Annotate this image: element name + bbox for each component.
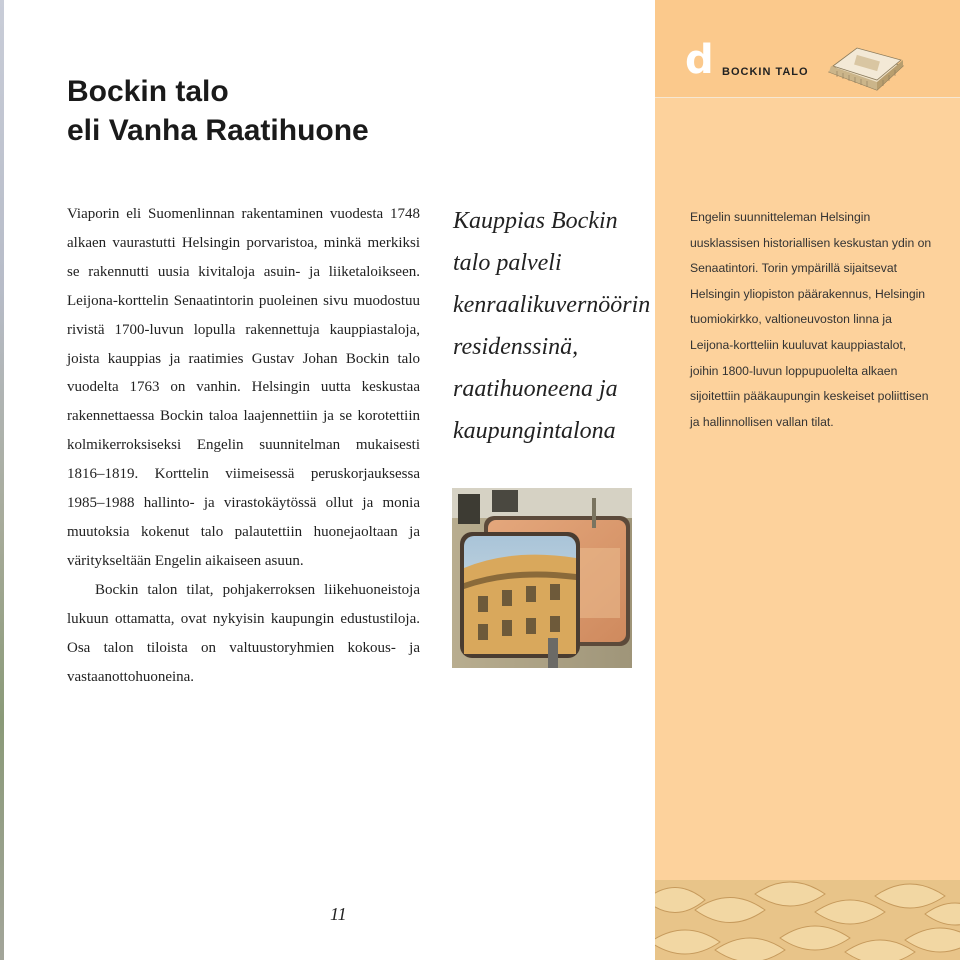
mirror-reflection-photo [452, 488, 632, 668]
building-icon [825, 44, 905, 94]
chapter-label: BOCKIN TALO [722, 66, 809, 78]
page-number: 11 [330, 904, 347, 924]
title-line-1: Bockin talo [67, 75, 229, 108]
sidebar-text: Engelin suunnitteleman Helsingin uusklassisen historiallisen keskustan ydin on Senaatintori. Torin ympärillä sijaitsevat Helsingin yliopiston päärakennus, Helsingin tuomiokirkko, valtioneuvoston linna ja Leijona-kortteliin kuuluvat kauppiastalot, joihin 1800-luvun loppupuolelta alkaen sijoitettiin pääkaupungin keskeiset poliittisen ja hallinnollisen vallan tilat. [690, 210, 932, 429]
pull-quote: Kauppias Bockin talo palveli kenraalikuvernöörin residenssinä, raatihuoneena ja kaupungintalona [453, 208, 651, 444]
page-edge-strip [0, 0, 4, 960]
page-title [67, 72, 369, 150]
body-text [67, 200, 420, 691]
decorative-pattern [655, 880, 960, 960]
body-paragraph-2: Bockin talon tilat, pohjakerroksen liikehuoneistoja lukuun ottamatta, ovat nykyisin kaupungin edustustiloja. Osa talon tiloista on valtuustoryhmien kokous- ja vastaanottohuoneina. [67, 581, 420, 685]
sidebar-header [655, 0, 960, 98]
body-paragraph-1: Viaporin eli Suomenlinnan rakentaminen vuodesta 1748 alkaen vaurastutti Helsingin porvaristoa, minkä merkiksi se rakennutti uusia kivitaloja asuin- ja liiketaloikseen. Leijona-korttelin Senaatintorin puoleinen sivu muodostuu rivistä 1700-luvun lopulla rakennettuja kauppiastaloja, joista kauppias ja raatimies Gustav Johan Bockin talo vuodelta 1763 on vanhin. Helsingin uutta keskustaa rakennettaessa Bockin taloa laajennettiin ja se korotettiin kolmikerroksiseksi Engelin suunnitelman mukaisesti 1816–1819. Korttelin viimeisessä peruskorjauksessa 1985–1988 hallinto- ja virastokäytössä ollut ja monia muutoksia kokenut talo palautettiin huonejaoltaan ja väritykseltään Engelin aikaiseen asuun. [67, 206, 420, 569]
chapter-letter: d [685, 37, 714, 83]
title-line-2: eli Vanha Raatihuone [67, 114, 369, 147]
sidebar-panel [655, 0, 960, 960]
